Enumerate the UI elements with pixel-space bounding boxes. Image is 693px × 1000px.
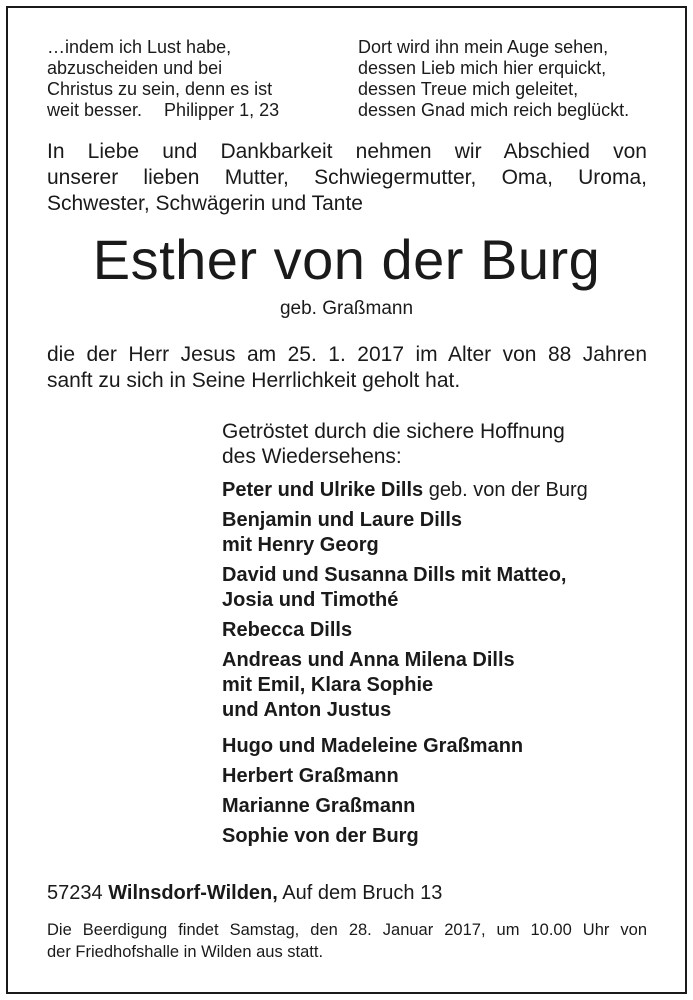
mourner-line: Josia und Timothé — [222, 589, 399, 611]
intro-line: unserer lieben Mutter, Schwiegermutter, Oma, Uroma, — [47, 166, 647, 189]
verse-line-text: weit besser. — [47, 100, 143, 120]
mourner-line: und Anton Justus — [222, 699, 392, 721]
intro-text — [47, 139, 647, 217]
mourner-line: Marianne Graßmann — [222, 795, 416, 817]
mourner-line: David und Susanna Dills mit Matteo, — [222, 564, 567, 586]
mourner-line: mit Henry Georg — [222, 534, 379, 556]
verse-reference: Philipper 1, 23 — [164, 100, 280, 120]
mourner-group — [222, 734, 588, 759]
mourner-group — [222, 824, 588, 849]
comfort-text — [222, 419, 565, 469]
comfort-line: des Wiedersehens: — [222, 445, 402, 468]
poem-line: Dort wird ihn mein Auge sehen, — [358, 37, 609, 57]
intro-line: In Liebe und Dankbarkeit nehmen wir Abschied von — [47, 140, 647, 163]
verse-line: Christus zu sein, denn es ist — [47, 79, 273, 99]
mourners-list — [222, 478, 588, 854]
poem-verse — [358, 37, 658, 121]
mourner-line: Benjamin und Laure Dills — [222, 509, 463, 531]
bible-verse — [47, 37, 317, 121]
mourner-group — [222, 563, 588, 613]
verse-line-last — [47, 100, 317, 121]
mourner-group — [222, 508, 588, 558]
funeral-line: Die Beerdigung findet Samstag, den 28. Januar 2017, um 10.00 Uhr von — [47, 921, 647, 939]
poem-line: dessen Lieb mich hier erquickt, — [358, 58, 607, 78]
town: Wilnsdorf-Wilden, — [108, 882, 278, 904]
deceased-name: Esther von der Burg — [92, 228, 601, 291]
death-notice-line: die der Herr Jesus am 25. 1. 2017 im Alter von 88 Jahren — [47, 343, 647, 366]
mourner-line: Peter und Ulrike Dills — [222, 479, 424, 501]
mourner-group — [222, 618, 588, 643]
mourner-line: Sophie von der Burg — [222, 825, 419, 847]
mourner-suffix: geb. von der Burg — [423, 479, 588, 501]
mourner-line: Hugo und Madeleine Graßmann — [222, 735, 524, 757]
intro-line: Schwester, Schwägerin und Tante — [47, 192, 363, 215]
mourner-line: Rebecca Dills — [222, 619, 353, 641]
death-notice-line: sanft zu sich in Seine Herrlichkeit geholt hat. — [47, 369, 461, 392]
mourner-group — [222, 478, 588, 503]
birth-name: geb. Graßmann — [279, 298, 414, 319]
funeral-notice — [47, 919, 647, 963]
mourner-line: mit Emil, Klara Sophie — [222, 674, 434, 696]
mourner-group — [222, 764, 588, 789]
death-notice — [47, 342, 647, 394]
comfort-line: Getröstet durch die sichere Hoffnung — [222, 420, 565, 443]
postcode: 57234 — [47, 882, 103, 904]
poem-line: dessen Treue mich geleitet, — [358, 79, 579, 99]
poem-line: dessen Gnad mich reich beglückt. — [358, 100, 630, 120]
mourner-group — [222, 648, 588, 723]
address — [47, 881, 442, 905]
mourner-group — [222, 794, 588, 819]
street: Auf dem Bruch 13 — [282, 882, 443, 904]
mourner-line: Herbert Graßmann — [222, 765, 399, 787]
funeral-line: der Friedhofshalle in Wilden aus statt. — [47, 943, 324, 961]
verse-line: …indem ich Lust habe, — [47, 37, 232, 57]
mourner-line: Andreas und Anna Milena Dills — [222, 649, 515, 671]
verse-line: abzuscheiden und bei — [47, 58, 223, 78]
